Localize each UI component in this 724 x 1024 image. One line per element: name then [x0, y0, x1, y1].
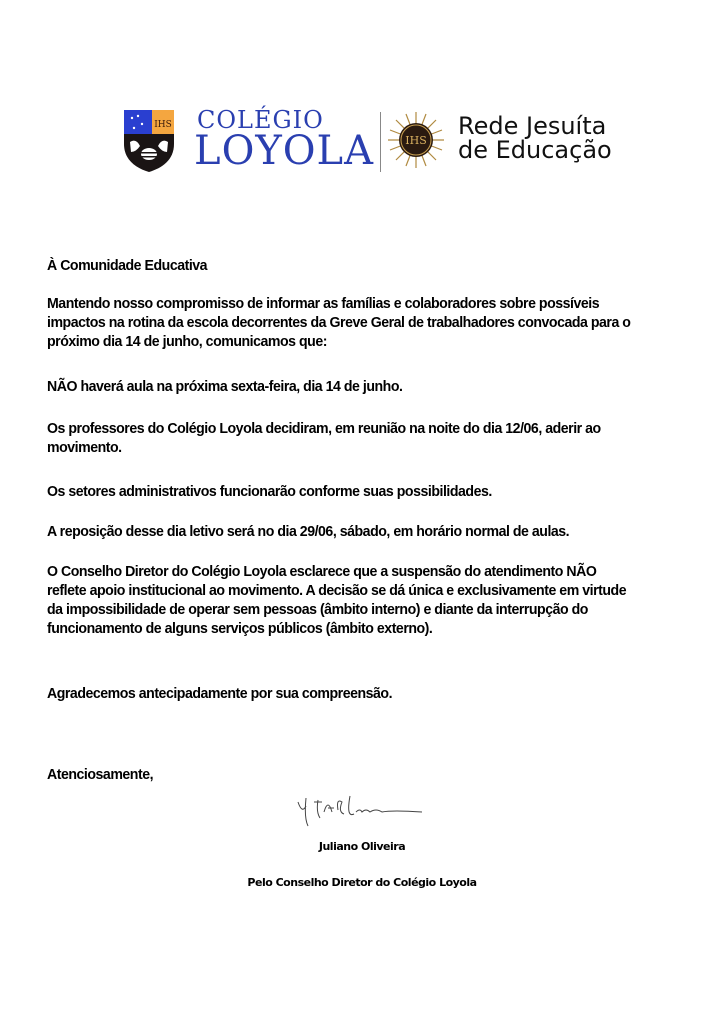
salutation: À Comunidade Educativa — [47, 257, 208, 274]
jesuit-sun-emblem-icon — [386, 110, 446, 170]
network-name-line1: Rede Jesuíta — [458, 112, 607, 140]
paragraph-admin: Os setores administrativos funcionarão conforme suas possibilidades. — [47, 483, 492, 500]
network-name-line2: de Educação — [458, 136, 612, 164]
colegio-loyola-shield-logo — [122, 108, 176, 174]
logo-divider — [380, 112, 381, 172]
svg-text:IHS: IHS — [154, 120, 172, 130]
school-name-top: COLÉGIO — [197, 106, 324, 134]
paragraph-makeup-day: A reposição desse dia letivo será no dia 29/06, sábado, em horário normal de aulas. — [47, 523, 570, 540]
paragraph-teachers: Os professores do Colégio Loyola decidiram, em reunião na noite do dia 12/06, aderir ao movimento. — [47, 420, 601, 456]
svg-text:IHS: IHS — [405, 134, 427, 147]
closing: Atenciosamente, — [47, 766, 154, 783]
paragraph-council: O Conselho Diretor do Colégio Loyola esclarece que a suspensão do atendimento NÃO reflete apoio institucional ao movimento. A decisão se dá única e exclusivamente em virtude da impossibilidade de operar sem pessoas (âmbito interno) e diante da interrupção do funcionamento de alguns serviços públicos (âmbito externo). — [47, 563, 627, 637]
letterhead — [118, 102, 618, 182]
paragraph-no-class: NÃO haverá aula na próxima sexta-feira, dia 14 de junho. — [47, 378, 403, 395]
network-name — [458, 114, 612, 162]
school-name-bottom: LOYOLA — [194, 128, 375, 174]
paragraph-thanks: Agradecemos antecipadamente por sua compreensão. — [47, 685, 393, 702]
signer-role: Pelo Conselho Diretor do Colégio Loyola — [247, 876, 477, 889]
signer-name: Juliano Oliveira — [318, 840, 406, 853]
paragraph-intro: Mantendo nosso compromisso de informar as famílias e colaboradores sobre possíveis impactos na rotina da escola decorrentes da Greve Geral de trabalhadores convocada para o próximo dia 14 de junho, comunicamos que: — [47, 295, 631, 350]
signature — [292, 788, 432, 834]
